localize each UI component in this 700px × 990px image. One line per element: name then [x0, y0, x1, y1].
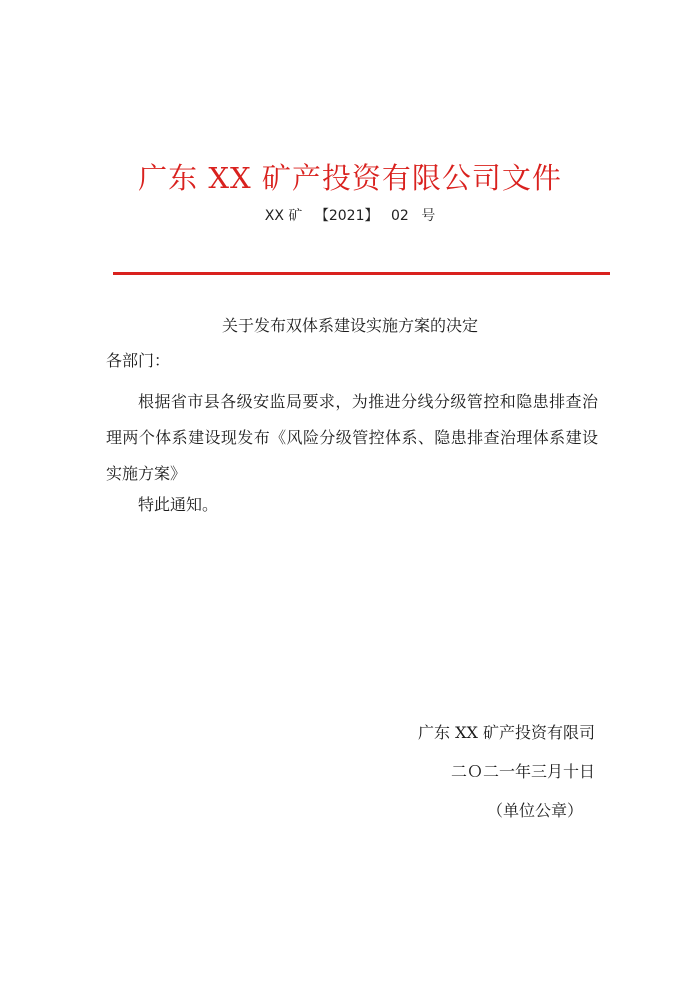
salutation: 各部门：: [106, 351, 171, 370]
document-number: [0, 205, 700, 225]
body-paragraph: 根据省市县各级安监局要求，为推进分线分级管控和隐患排查治理两个体系建设现发布《风险分级管控体系、隐患排查治理体系建设实施方案》: [106, 392, 598, 483]
signature-block: [418, 713, 595, 830]
signature-date: 二Ｏ二一年三月十日: [450, 762, 595, 781]
signature-company: 广东 XX 矿产投资有限司: [418, 723, 595, 742]
doc-number-prefix: XX 矿: [264, 208, 303, 224]
doc-number-suffix: 号: [421, 208, 436, 224]
seal-note: （单位公章）: [486, 801, 583, 820]
doc-number-year: 【2021】: [314, 208, 379, 224]
red-divider-line: [113, 272, 610, 275]
document-subject: 关于发布双体系建设实施方案的决定: [221, 316, 478, 335]
doc-number-value: 02: [390, 208, 409, 224]
document-title: 广东 XX 矿产投资有限公司文件: [138, 161, 562, 195]
closing-line: 特此通知。: [138, 495, 219, 514]
